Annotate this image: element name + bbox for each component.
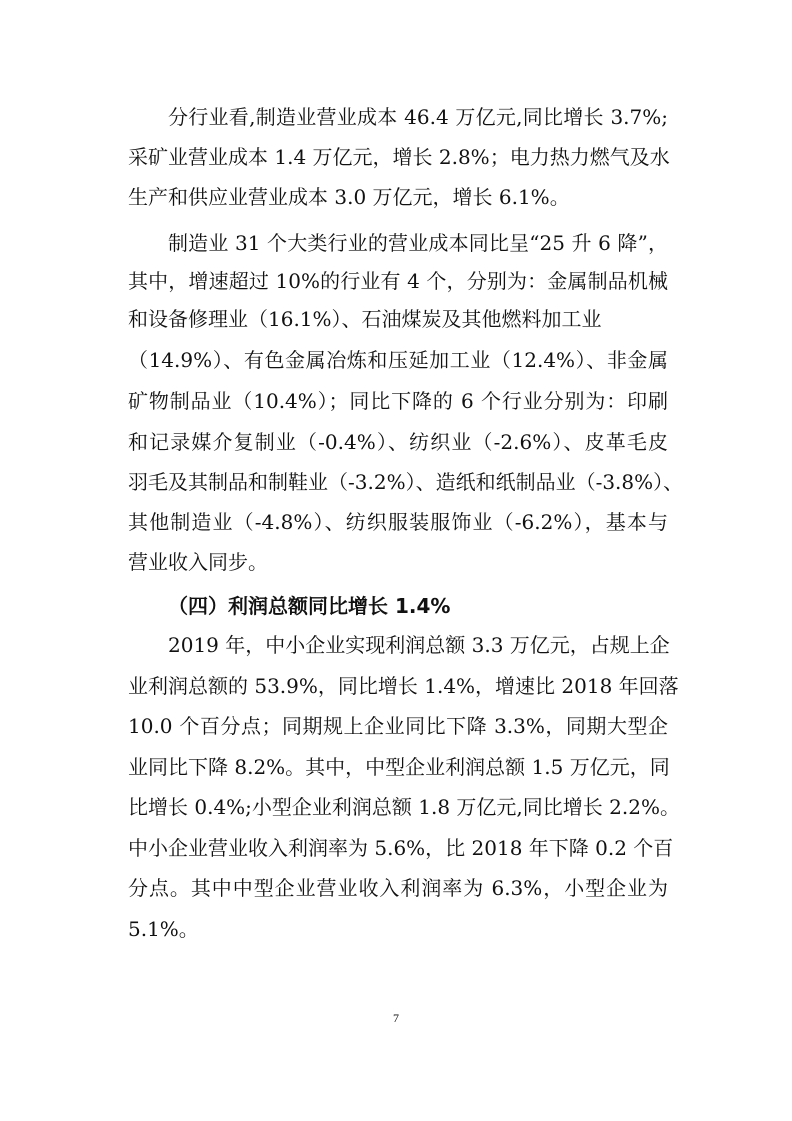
text-line: 制造业 31 个大类行业的营业成本同比呈“25 升 6 降”， — [168, 231, 668, 255]
text-line: 羽毛及其制品和制鞋业（-3.2%）、造纸和纸制品业（-3.8%）、 — [128, 470, 684, 494]
text-line: 2019 年，中小企业实现利润总额 3.3 万亿元，占规上企 — [168, 633, 670, 657]
text-line: 5.1%。 — [128, 917, 199, 941]
text-line: 业同比下降 8.2%。其中，中型企业利润总额 1.5 万亿元，同 — [128, 755, 670, 779]
text-line: 中小企业营业收入利润率为 5.6%，比 2018 年下降 0.2 个百 — [128, 836, 674, 860]
text-line: 其他制造业（-4.8%）、纺织服装服饰业（-6.2%），基本与 — [128, 510, 668, 534]
text-line: 10.0 个百分点；同期规上企业同比下降 3.3%，同期大型企 — [128, 714, 668, 738]
text-line: 其中，增速超过 10%的行业有 4 个，分别为：金属制品机械 — [128, 269, 668, 293]
text-line: 矿物制品业（10.4%）；同比下降的 6 个行业分别为：印刷 — [128, 389, 668, 413]
text-line: 营业收入同步。 — [128, 550, 268, 574]
text-line: 和记录媒介复制业（-0.4%）、纺织业（-2.6%）、皮革毛皮 — [128, 430, 668, 454]
page-number: 7 — [393, 1011, 399, 1025]
text-line: 采矿业营业成本 1.4 万亿元，增长 2.8%；电力热力燃气及水 — [128, 145, 670, 169]
text-line: 业利润总额的 53.9%，同比增长 1.4%，增速比 2018 年回落 — [128, 674, 679, 698]
text-line: 和设备修理业（16.1%）、石油煤炭及其他燃料加工业 — [128, 307, 602, 331]
section-heading: （四）利润总额同比增长 1.4% — [168, 594, 451, 618]
text-line: （14.9%）、有色金属冶炼和压延加工业（12.4%）、非金属 — [128, 348, 668, 372]
text-line: 比增长 0.4%;小型企业利润总额 1.8 万亿元,同比增长 2.2%。 — [128, 795, 680, 819]
text-line: 分行业看,制造业营业成本 46.4 万亿元,同比增长 3.7%; — [168, 105, 668, 129]
text-line: 分点。其中中型企业营业收入利润率为 6.3%，小型企业为 — [128, 876, 668, 900]
text-line: 生产和供应业营业成本 3.0 万亿元，增长 6.1%。 — [128, 185, 570, 209]
